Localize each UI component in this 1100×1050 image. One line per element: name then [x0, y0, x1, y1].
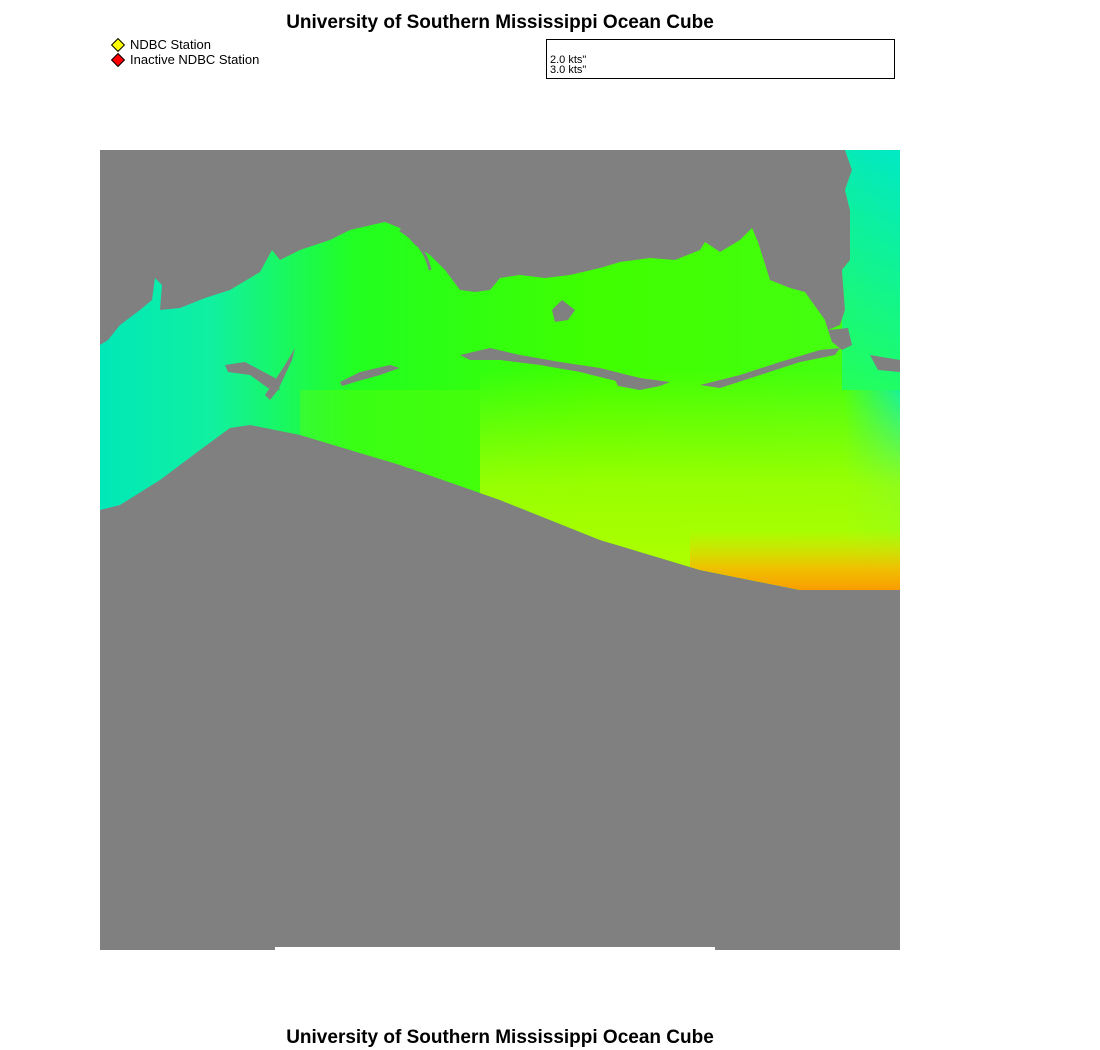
ocean-current-map-svg: [100, 150, 900, 950]
red-diamond-icon: [111, 52, 125, 66]
vector-scale-label-3kts: 3.0 kts": [550, 64, 587, 76]
map-title-top: University of Southern Mississippi Ocean Cube: [286, 12, 714, 33]
map-bottom-strip: [275, 947, 715, 950]
current-vector-scale-box: [546, 39, 895, 79]
legend-label-ndbc-station: NDBC Station: [130, 37, 211, 52]
vector-scale-labels: [550, 55, 586, 75]
ocean-current-map: [100, 150, 900, 950]
legend-item-ndbc-station: [111, 37, 259, 52]
vector-scale-label-2kts: 2.0 kts": [550, 54, 587, 66]
station-legend: [111, 37, 259, 67]
legend-item-inactive-ndbc-station: [111, 52, 259, 67]
legend-label-inactive-ndbc-station: Inactive NDBC Station: [130, 52, 260, 67]
map-title-bottom: University of Southern Mississippi Ocean Cube: [286, 1027, 714, 1048]
yellow-diamond-icon: [111, 37, 125, 51]
